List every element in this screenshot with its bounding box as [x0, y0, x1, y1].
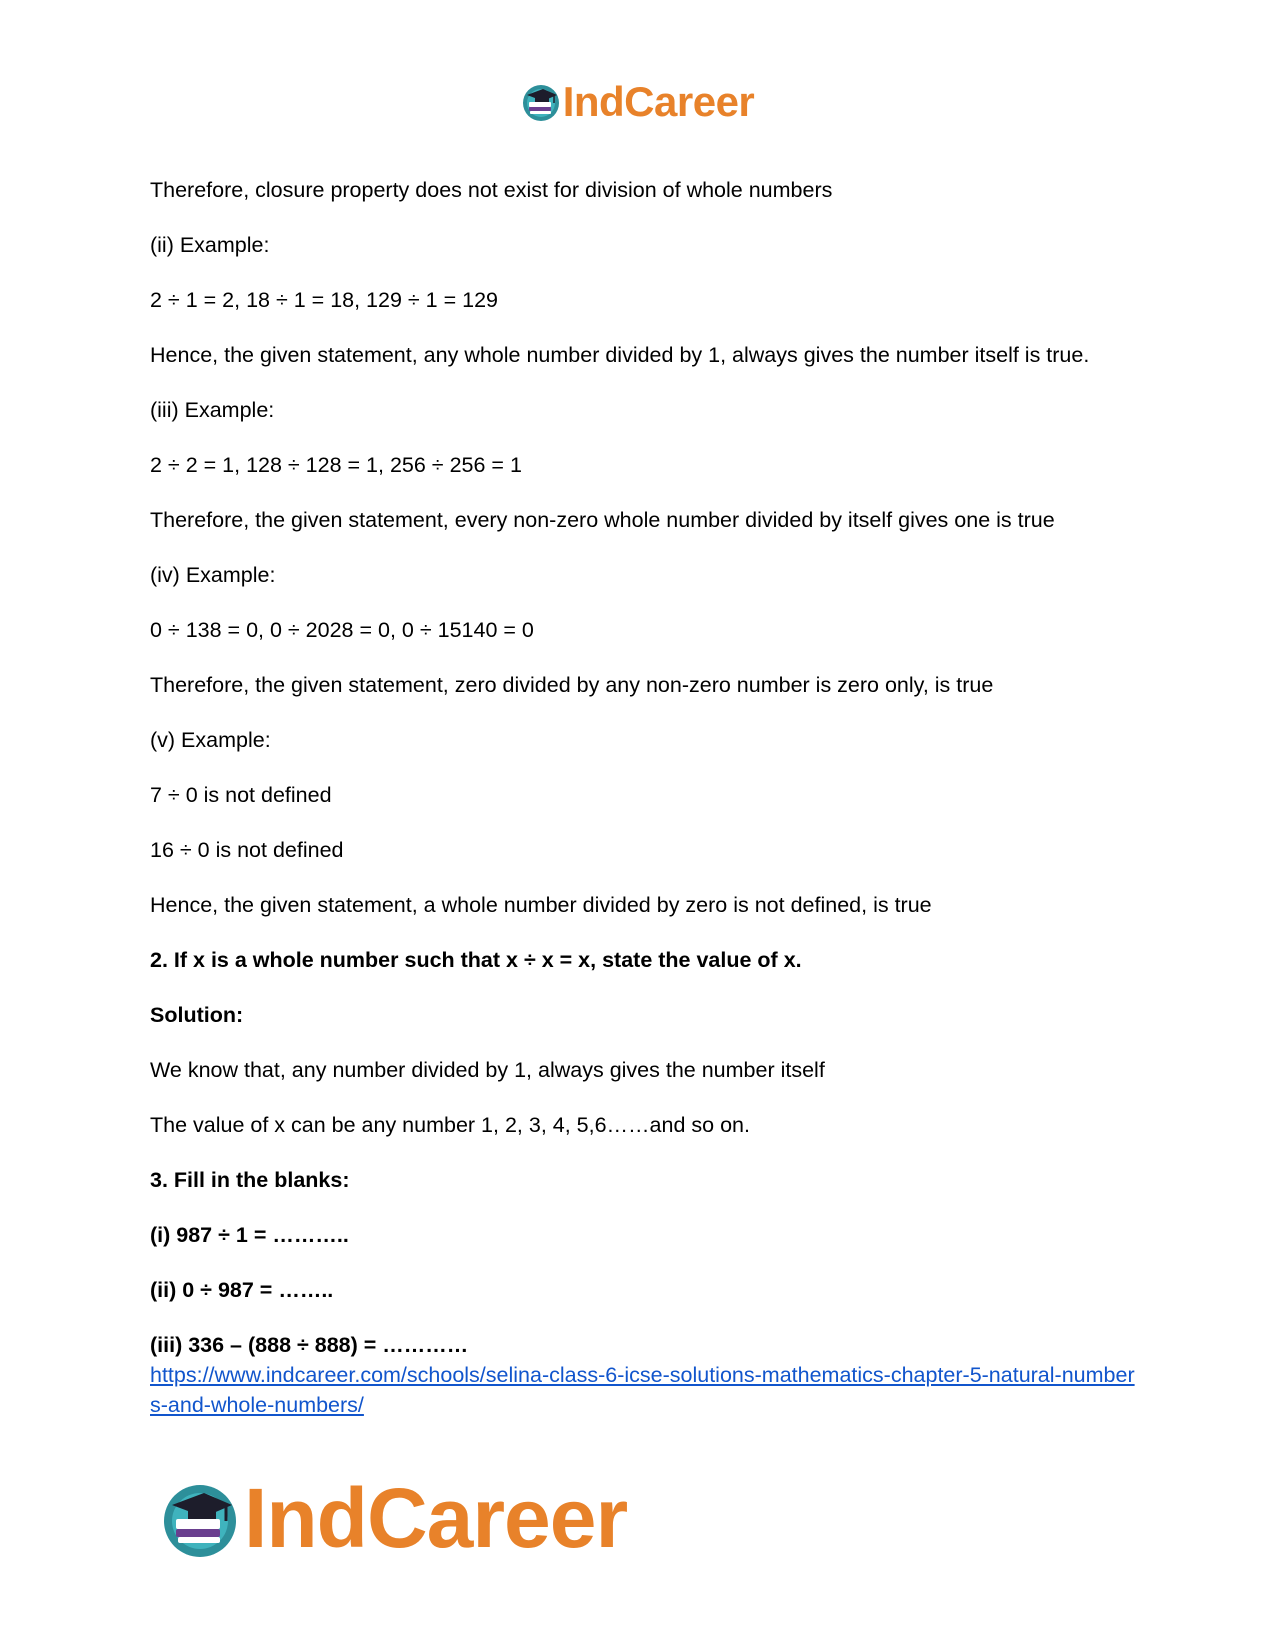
paragraph: Hence, the given statement, a whole number divided by zero is not defined, is true [150, 893, 932, 917]
brand-wordmark: IndCareer [244, 1471, 628, 1565]
equation-line: 0 ÷ 138 = 0, 0 ÷ 2028 = 0, 0 ÷ 15140 = 0 [150, 618, 534, 642]
blank-item: (iii) 336 – (888 ÷ 888) = ………… [150, 1333, 469, 1357]
brand-logo [521, 78, 755, 126]
brand-wordmark: IndCareer [562, 78, 755, 125]
equation-line: 7 ÷ 0 is not defined [150, 783, 332, 807]
blank-item: (i) 987 ÷ 1 = ……….. [150, 1223, 349, 1247]
source-link[interactable]: https://www.indcareer.com/schools/selina-class-6-icse-solutions-mathematics-chapter-5-natural-numbers-and-whole-numbers/ [150, 1363, 1135, 1417]
paragraph: Therefore, the given statement, zero divided by any non-zero number is zero only, is true [150, 673, 994, 697]
brand-logo [160, 1470, 627, 1567]
paragraph: Therefore, closure property does not exist for division of whole numbers [150, 178, 833, 202]
equation-line: 16 ÷ 0 is not defined [150, 838, 344, 862]
paragraph: The value of x can be any number 1, 2, 3, 4, 5,6……and so on. [150, 1113, 750, 1137]
book-graduation-cap-icon [160, 1479, 240, 1559]
book-graduation-cap-icon [521, 82, 561, 122]
header-logo [0, 78, 1275, 126]
example-heading: (ii) Example: [150, 233, 270, 257]
question-heading: 3. Fill in the blanks: [150, 1168, 350, 1192]
solution-label: Solution: [150, 1003, 244, 1027]
blank-item: (ii) 0 ÷ 987 = …….. [150, 1278, 334, 1302]
example-heading: (iv) Example: [150, 563, 276, 587]
example-heading: (iii) Example: [150, 398, 275, 422]
example-heading: (v) Example: [150, 728, 271, 752]
paragraph: We know that, any number divided by 1, always gives the number itself [150, 1058, 825, 1082]
paragraph: Therefore, the given statement, every non-zero whole number divided by itself gives one is true [150, 508, 1055, 532]
equation-line: 2 ÷ 2 = 1, 128 ÷ 128 = 1, 256 ÷ 256 = 1 [150, 453, 522, 477]
footer-logo [160, 1470, 627, 1567]
equation-line: 2 ÷ 1 = 2, 18 ÷ 1 = 18, 129 ÷ 1 = 129 [150, 288, 498, 312]
document-body [150, 175, 1140, 1420]
question-heading: 2. If x is a whole number such that x ÷ x = x, state the value of x. [150, 948, 802, 972]
paragraph: Hence, the given statement, any whole number divided by 1, always gives the number itself is true. [150, 343, 1090, 367]
